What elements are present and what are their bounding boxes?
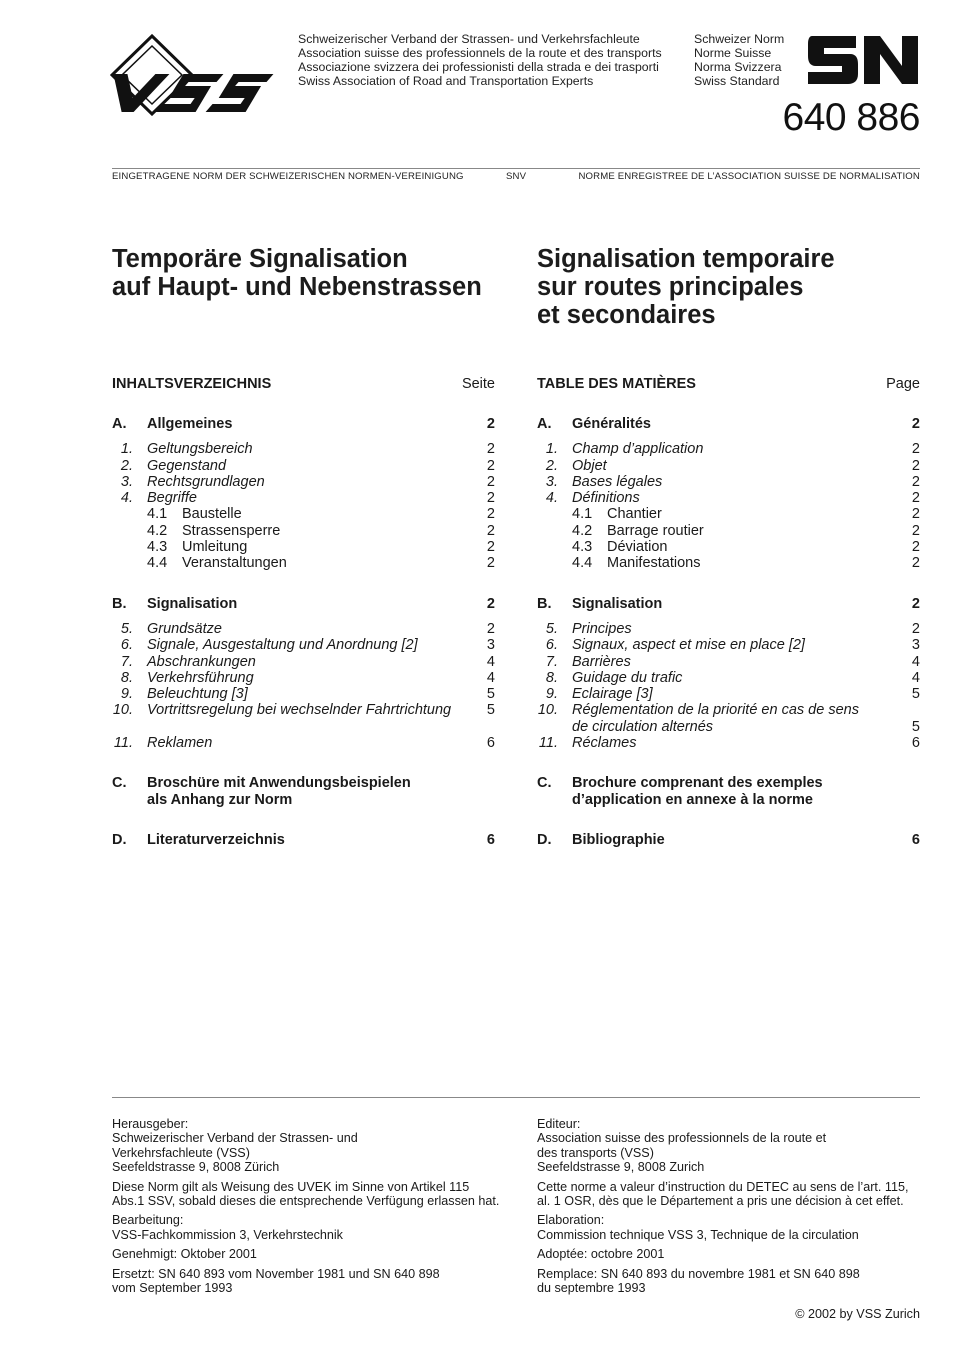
toc-entry-number: 4. [120, 490, 133, 507]
toc-subentry-title: Umleitung [182, 539, 248, 556]
toc-page-number: 5 [911, 718, 920, 735]
toc-entry-number: 1. [120, 441, 133, 458]
copyright-notice: © 2002 by VSS Zurich [795, 1307, 920, 1321]
toc-subentry[interactable] [112, 539, 495, 555]
toc-entry-title: Bases légales [572, 473, 663, 490]
toc-entry[interactable] [112, 474, 495, 490]
directive-line: Abs.1 SSV, sobald dieses die entsprechende Verfügung erlassen hat. [112, 1194, 500, 1209]
directive-line: al. 1 OSR, dès que le Département a pris une décision à cet effet. [537, 1194, 904, 1209]
toc-entry-title: Champ d’application [572, 441, 704, 458]
toc-entry[interactable] [537, 735, 920, 751]
registration-de: EINGETRAGENE NORM DER SCHWEIZERISCHEN NORMEN-VEREINIGUNG [112, 171, 464, 182]
registration-snv: SNV [506, 171, 527, 182]
toc-entry-number: 2. [120, 457, 133, 474]
replaces-line: Ersetzt: SN 640 893 vom November 1981 und SN 640 898 [112, 1266, 440, 1281]
toc-section[interactable] [112, 775, 495, 808]
editing-value: Commission technique VSS 3, Technique de la circulation [537, 1227, 859, 1242]
toc-entry-number: 7. [120, 653, 133, 670]
publisher-line: Verkehrsfachleute (VSS) [112, 1145, 250, 1160]
toc-entry-title: Rechtsgrundlagen [147, 473, 265, 490]
toc-entry-title-line-2: de circulation alternés [572, 718, 714, 735]
toc-section-number: A. [537, 416, 552, 432]
toc-page-number: 2 [486, 539, 495, 556]
toc-entry-title: Begriffe [147, 490, 197, 507]
toc-entry-number: 5. [120, 620, 133, 637]
toc-section-title: Généralités [572, 416, 651, 432]
toc-subentry[interactable] [537, 539, 920, 555]
toc-page-number: 4 [486, 669, 495, 686]
toc-entry-number: 2. [545, 457, 558, 474]
replaces-line: du septembre 1993 [537, 1281, 646, 1296]
toc-section-title [572, 775, 920, 808]
toc-subentry-number: 4.3 [572, 539, 593, 556]
org-name-fr: Association suisse des professionnels de la route et des transports [298, 46, 662, 60]
toc-subentry-number: 4.4 [147, 555, 168, 572]
toc-page-number: 2 [911, 620, 920, 637]
toc-entry[interactable] [537, 490, 920, 506]
title-de [112, 245, 482, 301]
toc-entry[interactable] [537, 686, 920, 702]
toc-entry-title: Signale, Ausgestaltung und Anordnung [2] [147, 637, 418, 654]
title-fr-line-2: sur routes principales [537, 273, 804, 301]
toc-entry[interactable] [112, 637, 495, 653]
toc-section-title-line-2: als Anhang zur Norm [147, 791, 293, 808]
toc-fr [537, 374, 920, 848]
toc-entry-number: 1. [545, 441, 558, 458]
toc-entry[interactable] [537, 458, 920, 474]
toc-page-number: 5 [911, 686, 920, 703]
toc-page-number: 2 [486, 555, 495, 572]
toc-section-title-line-2: d’application en annexe à la norme [572, 791, 813, 808]
directive-line: Diese Norm gilt als Weisung des UVEK im Sinne von Artikel 115 [112, 1179, 470, 1194]
toc-page-number: 2 [911, 539, 920, 556]
publisher-line: Schweizerischer Verband der Strassen- und [112, 1131, 358, 1146]
toc-page-number: 6 [911, 735, 920, 752]
toc-page-number: 2 [911, 441, 920, 458]
toc-section-number: B. [112, 595, 127, 612]
toc-subentry-title: Strassensperre [182, 522, 281, 539]
toc-entry-number: 4. [545, 490, 558, 507]
toc-page-label: Page [886, 376, 920, 392]
toc-subentry[interactable] [537, 523, 920, 539]
footer-divider [112, 1097, 920, 1098]
toc-de-header [112, 374, 495, 394]
toc-section-number: C. [537, 775, 552, 792]
approved-block [112, 1247, 502, 1261]
editing-value: VSS-Fachkommission 3, Verkehrstechnik [112, 1227, 343, 1242]
toc-entry-title: Eclairage [3] [572, 686, 653, 703]
toc-entry[interactable] [112, 654, 495, 670]
toc-page-number: 2 [486, 490, 495, 507]
toc-entry-number: 6. [120, 637, 133, 654]
toc-section-title: Allgemeines [147, 416, 233, 432]
toc-entry[interactable] [112, 621, 495, 637]
toc-entry[interactable] [112, 458, 495, 474]
toc-page-number: 5 [486, 686, 495, 703]
toc-section-number: A. [112, 416, 127, 432]
toc-subentry-number: 4.2 [572, 522, 593, 539]
toc-entry[interactable] [537, 670, 920, 686]
title-de-line-1: Temporäre Signalisation [112, 245, 408, 273]
toc-page-number: 2 [911, 555, 920, 572]
toc-page-number: 2 [911, 506, 920, 523]
toc-entry-title: Signaux, aspect et mise en place [2] [572, 637, 805, 654]
toc-page-number: 2 [486, 473, 495, 490]
toc-section[interactable] [112, 416, 495, 432]
toc-heading: INHALTSVERZEICHNIS [112, 376, 272, 392]
norm-label-fr: Norme Suisse [694, 46, 772, 60]
toc-entry-title: Objet [572, 457, 607, 474]
toc-entry-title: Réclames [572, 735, 637, 752]
toc-subentry-title: Chantier [607, 506, 662, 523]
toc-page-number: 2 [911, 595, 920, 612]
title-de-line-2: auf Haupt- und Nebenstrassen [112, 273, 482, 301]
toc-entry[interactable] [537, 654, 920, 670]
toc-page-number: 2 [486, 416, 495, 432]
org-name-en: Swiss Association of Road and Transportation Experts [298, 74, 594, 88]
org-name-it: Associazione svizzera dei professionisti della strada e dei trasporti [298, 60, 659, 74]
toc-page-number: 6 [486, 735, 495, 752]
toc-page-label: Seite [461, 376, 495, 392]
directive-line: Cette norme a valeur d’instruction du DETEC au sens de l’art. 115, [537, 1179, 909, 1194]
toc-entry-title: Reklamen [147, 735, 213, 752]
toc-entry[interactable] [537, 621, 920, 637]
toc-subentry-title: Déviation [607, 539, 668, 556]
title-fr [537, 245, 835, 329]
toc-section[interactable] [537, 832, 920, 848]
toc-page-number: 4 [911, 653, 920, 670]
toc-page-number: 2 [486, 620, 495, 637]
replaces-block [112, 1267, 502, 1296]
toc-page-number: 2 [486, 457, 495, 474]
toc-subentry[interactable] [112, 506, 495, 522]
toc-entry-number: 9. [120, 686, 133, 703]
approved-date: Adoptée: octobre 2001 [537, 1247, 665, 1262]
norm-label-de: Schweizer Norm [694, 32, 785, 46]
toc-subentry[interactable] [112, 555, 495, 571]
footer-de [112, 1117, 502, 1300]
toc-de [112, 374, 495, 848]
publisher-label: Editeur: [537, 1117, 581, 1131]
publisher-label: Herausgeber: [112, 1117, 189, 1131]
toc-entry[interactable] [537, 474, 920, 490]
editing-label: Bearbeitung: [112, 1213, 184, 1228]
toc-section[interactable] [112, 832, 495, 848]
toc-section-title [147, 775, 495, 808]
toc-page-number: 2 [486, 522, 495, 539]
toc-page-number: 6 [486, 831, 495, 848]
toc-entry-title: Geltungsbereich [147, 441, 253, 458]
toc-entry-number: 11. [538, 735, 558, 752]
toc-entry-title: Guidage du trafic [572, 669, 683, 686]
toc-section-title-line-1: Broschüre mit Anwendungsbeispielen [147, 775, 411, 792]
toc-entry[interactable] [112, 670, 495, 686]
norm-type-labels [694, 32, 784, 88]
vss-logo [110, 34, 290, 116]
toc-page-number: 2 [486, 506, 495, 523]
toc-entry[interactable] [112, 490, 495, 506]
toc-subentry-number: 4.1 [572, 506, 593, 523]
toc-subentry-title: Manifestations [607, 555, 701, 572]
toc-page-number: 2 [486, 441, 495, 458]
toc-subentry-title: Barrage routier [607, 522, 704, 539]
sn-logo [806, 34, 920, 86]
toc-section[interactable] [537, 775, 920, 808]
toc-section-title-line-1: Brochure comprenant des exemples [572, 775, 823, 792]
toc-entry-title: Gegenstand [147, 457, 227, 474]
registration-fr: NORME ENREGISTREE DE L’ASSOCIATION SUISSE DE NORMALISATION [578, 171, 920, 182]
toc-entry-title: Abschrankungen [147, 653, 256, 670]
toc-entry-title: Beleuchtung [3] [147, 686, 248, 703]
toc-entry-number: 10. [537, 702, 558, 719]
toc-page-number: 2 [911, 490, 920, 507]
toc-heading: TABLE DES MATIÈRES [537, 376, 696, 392]
toc-subentry-title: Baustelle [182, 506, 242, 523]
toc-fr-header [537, 374, 920, 394]
toc-entry-number: 5. [545, 620, 558, 637]
toc-section-number: D. [112, 831, 127, 848]
norm-number: 640 886 [782, 96, 920, 139]
publisher-block [537, 1117, 927, 1175]
toc-entry-number: 3. [545, 473, 558, 490]
toc-entry[interactable] [112, 702, 495, 718]
toc-entry[interactable] [112, 735, 495, 751]
toc-section-title: Literaturverzeichnis [147, 831, 285, 848]
toc-page-number: 2 [911, 473, 920, 490]
toc-entry-title: Réglementation de la priorité en cas de sens [572, 702, 859, 719]
title-fr-line-3: et secondaires [537, 301, 716, 329]
toc-page-number: 6 [911, 831, 920, 848]
registration-divider [112, 168, 920, 169]
toc-section[interactable] [537, 596, 920, 612]
toc-subentry-title: Veranstaltungen [182, 555, 287, 572]
toc-subentry-number: 4.1 [147, 506, 168, 523]
toc-section-title: Signalisation [572, 595, 663, 612]
editing-block [537, 1213, 927, 1242]
toc-entry-title: Définitions [572, 490, 640, 507]
replaces-line: Remplace: SN 640 893 du novembre 1981 et SN 640 898 [537, 1266, 860, 1281]
toc-entry-title: Principes [572, 620, 632, 637]
toc-entry[interactable] [537, 441, 920, 457]
toc-subentry[interactable] [537, 555, 920, 571]
toc-entry-number: 10. [112, 702, 133, 719]
replaces-line: vom September 1993 [112, 1281, 233, 1296]
directive-block [537, 1180, 927, 1209]
editing-label: Elaboration: [537, 1213, 605, 1228]
toc-section-number: B. [537, 595, 552, 612]
toc-entry-title: Grundsätze [147, 620, 222, 637]
publisher-line: Association suisse des professionnels de la route et [537, 1131, 827, 1146]
toc-entry-title: Verkehrsführung [147, 669, 254, 686]
toc-page-number: 2 [486, 595, 495, 612]
toc-page-number: 3 [911, 637, 920, 654]
toc-entry-number: 11. [113, 735, 133, 752]
directive-block [112, 1180, 502, 1209]
organization-names [298, 32, 662, 88]
toc-subentry-number: 4.2 [147, 522, 168, 539]
toc-entry-number: 8. [120, 669, 133, 686]
toc-entry[interactable] [112, 686, 495, 702]
toc-page-number: 4 [911, 669, 920, 686]
toc-subentry[interactable] [537, 506, 920, 522]
toc-subentry-number: 4.4 [572, 555, 593, 572]
publisher-address: Seefeldstrasse 9, 8008 Zürich [112, 1160, 280, 1175]
toc-page-number: 5 [486, 702, 495, 719]
footer-fr [537, 1117, 927, 1300]
toc-entry[interactable] [537, 702, 920, 718]
toc-page-number: 2 [911, 522, 920, 539]
approved-date: Genehmigt: Oktober 2001 [112, 1247, 257, 1262]
toc-page-number: 2 [911, 416, 920, 432]
toc-section-number: C. [112, 775, 127, 792]
toc-section-title: Bibliographie [572, 831, 665, 848]
publisher-address: Seefeldstrasse 9, 8008 Zurich [537, 1160, 705, 1175]
toc-subentry[interactable] [112, 523, 495, 539]
toc-entry-continuation[interactable] [537, 719, 920, 735]
replaces-block [537, 1267, 927, 1296]
publisher-block [112, 1117, 502, 1175]
toc-page-number: 2 [911, 457, 920, 474]
org-name-de: Schweizerischer Verband der Strassen- und Verkehrsfachleute [298, 32, 640, 46]
toc-subentry-number: 4.3 [147, 539, 168, 556]
toc-entry-number: 3. [120, 473, 133, 490]
norm-label-en: Swiss Standard [694, 74, 780, 88]
toc-entry-title: Barrières [572, 653, 631, 670]
toc-entry[interactable] [112, 441, 495, 457]
toc-entry-title: Vortrittsregelung bei wechselnder Fahrtrichtung [147, 702, 452, 719]
toc-entry[interactable] [537, 637, 920, 653]
toc-page-number: 3 [486, 637, 495, 654]
approved-block [537, 1247, 927, 1261]
toc-section[interactable] [537, 416, 920, 432]
toc-entry-number: 8. [545, 669, 558, 686]
toc-section-title: Signalisation [147, 595, 238, 612]
editing-block [112, 1213, 502, 1242]
toc-section-number: D. [537, 831, 552, 848]
publisher-line: des transports (VSS) [537, 1145, 654, 1160]
toc-section[interactable] [112, 596, 495, 612]
toc-entry-number: 7. [545, 653, 558, 670]
toc-entry-number: 9. [545, 686, 558, 703]
norm-label-it: Norma Svizzera [694, 60, 782, 74]
toc-page-number: 4 [486, 653, 495, 670]
toc-entry-number: 6. [545, 637, 558, 654]
title-fr-line-1: Signalisation temporaire [537, 245, 835, 273]
